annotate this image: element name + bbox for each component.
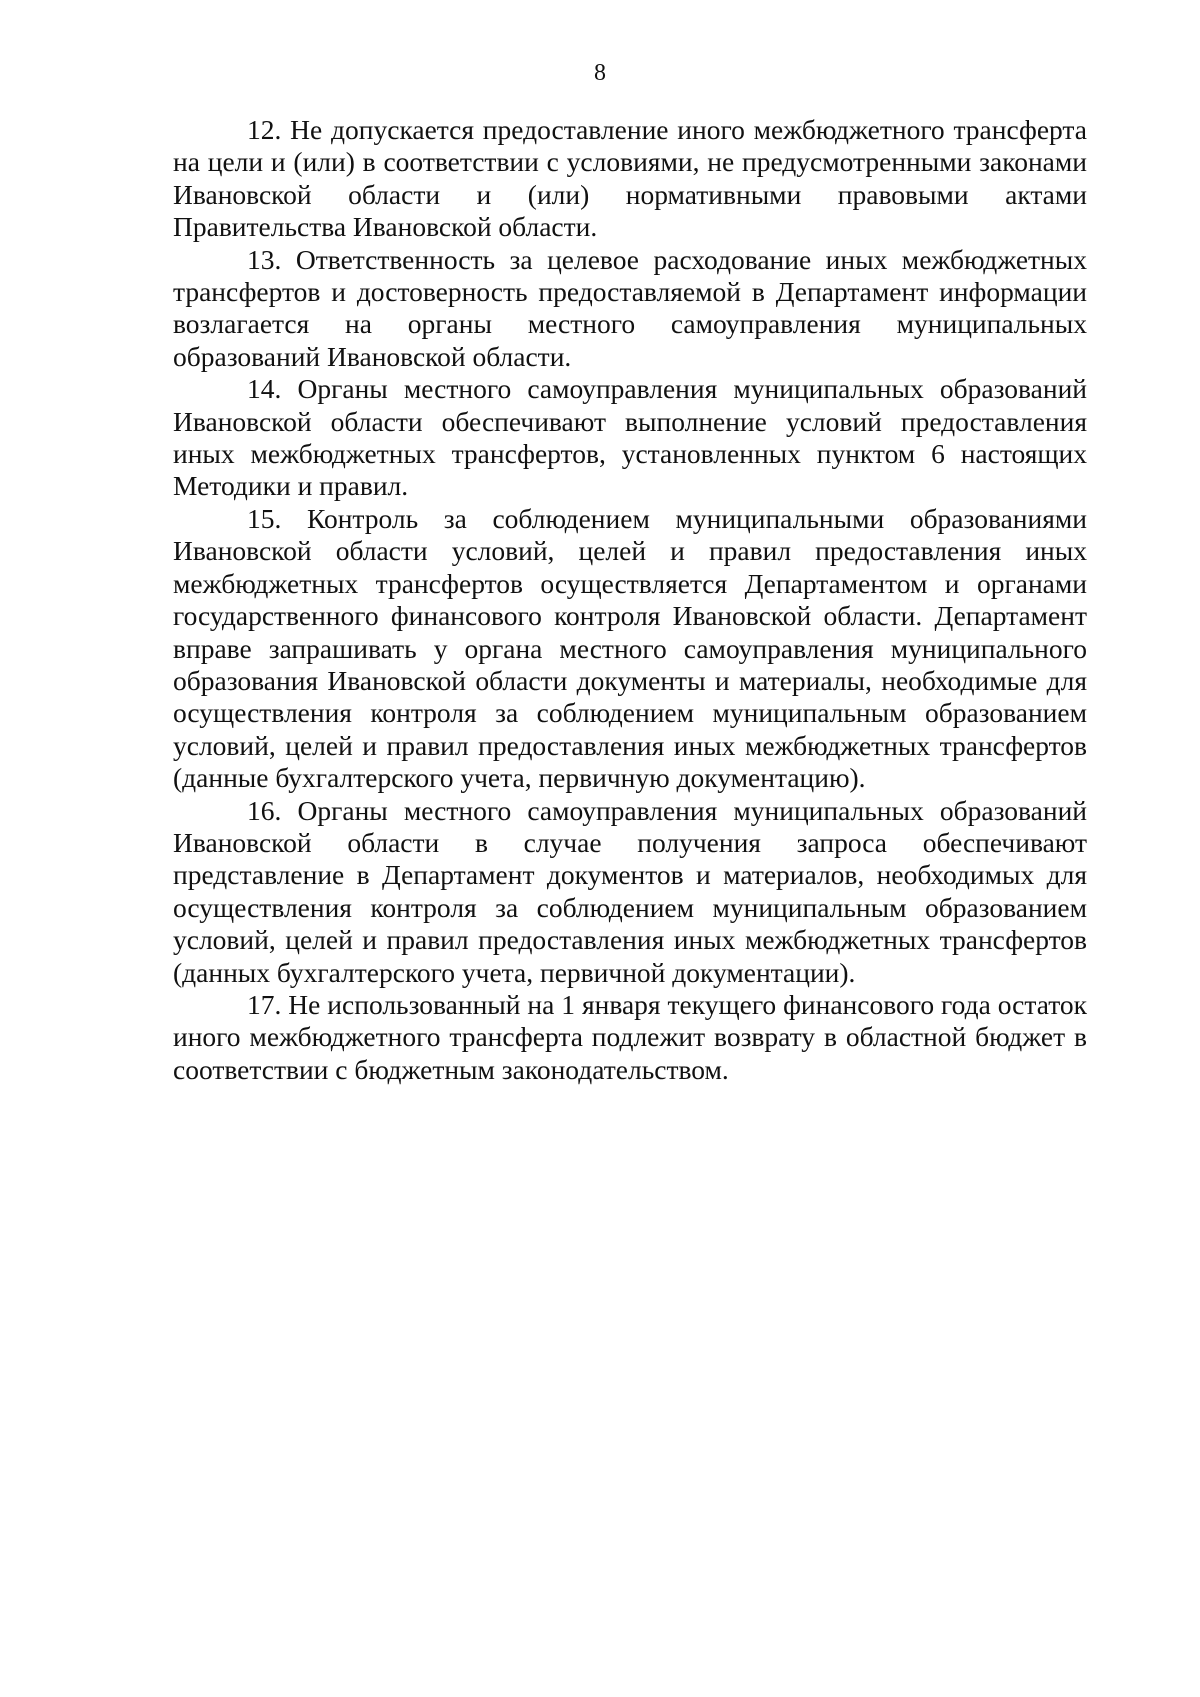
page-number: 8 [594,60,606,86]
document-body [173,114,1087,1086]
paragraph-15: 15. Контроль за соблюдением муниципальными образованиями Ивановской области условий, целей и правил предоставления иных межбюджетных трансфертов осуществляется Департаментом и органами государственного финансового контроля Ивановской области. Департамент вправе запрашивать у органа местного самоуправления муниципального образования Ивановской области документы и материалы, необходимые для осуществления контроля за соблюдением муниципальным образованием условий, целей и правил предоставления иных межбюджетных трансфертов (данные бухгалтерского учета, первичную документацию). [173,502,1087,794]
paragraph-17: 17. Не использованный на 1 января текущего финансового года остаток иного межбюджетного трансферта подлежит возврату в областной бюджет в соответствии с бюджетным законодательством. [173,988,1087,1085]
paragraph-16: 16. Органы местного самоуправления муниципальных образований Ивановской области в случае получения запроса обеспечивают представление в Департамент документов и материалов, необходимых для осуществления контроля за соблюдением муниципальным образованием условий, целей и правил предоставления иных межбюджетных трансфертов (данных бухгалтерского учета, первичной документации). [173,794,1087,988]
paragraph-13: 13. Ответственность за целевое расходование иных межбюджетных трансфертов и достоверность предоставляемой в Департамент информации возлагается на органы местного самоуправления муниципальных образований Ивановской области. [173,243,1087,372]
paragraph-14: 14. Органы местного самоуправления муниципальных образований Ивановской области обеспечивают выполнение условий предоставления иных межбюджетных трансфертов, установленных пунктом 6 настоящих Методики и правил. [173,373,1087,502]
paragraph-12: 12. Не допускается предоставление иного межбюджетного трансферта на цели и (или) в соответствии с условиями, не предусмотренными законами Ивановской области и (или) нормативными правовыми актами Правительства Ивановской области. [173,114,1087,243]
